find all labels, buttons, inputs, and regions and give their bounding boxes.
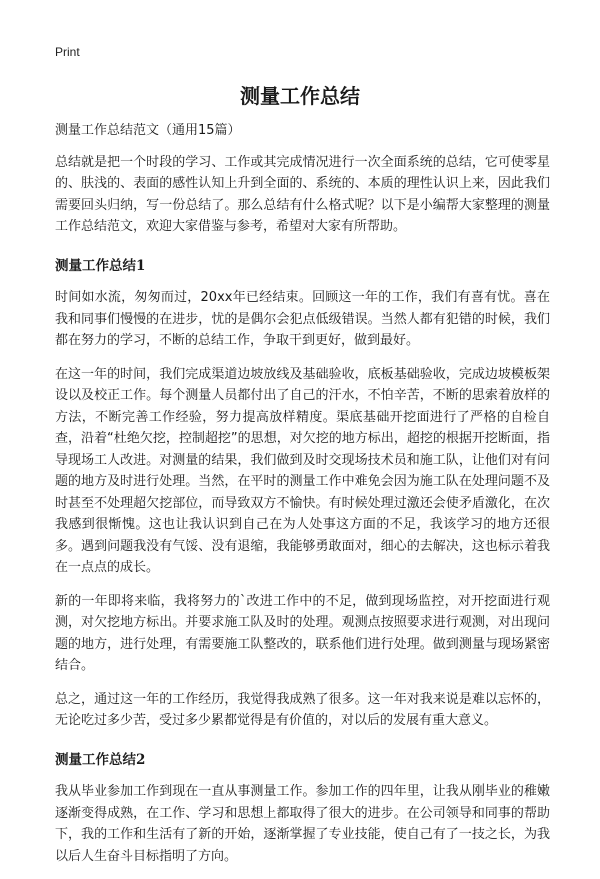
document-title: 测量工作总结 <box>240 84 360 108</box>
section-2-heading: 测量工作总结2 <box>55 751 146 768</box>
document-subtitle: 测量工作总结范文（通用15篇） <box>55 123 241 138</box>
section-1-paragraph-2: 在这一年的时间，我们完成渠道边坡放线及基础验收，底板基础验收，完成边坡模板架设以及校正工作。每个测量人员都付出了自己的汗水，不怕辛苦，不断的思索着放样的方法，不断完善工作经验，努力提高放样精度。渠底基础开挖面进行了严格的自检自查，沿着“杜绝欠挖，控制超挖”的思想，对欠挖的地方标出，超挖的根据开挖断面，指导现场工人改进。对测量的结果，我们做到及时交现场技术员和施工队，让他们对有问题的地方及时进行处理。当然，在平时的测量工作中难免会因为施工队在处理问题不及时甚至不处理超欠挖部位，而导致双方不愉快。有时候处理过激还会使矛盾激化，在次我感到很惭愧。这也让我认识到自己在为人处事这方面的不足，我该学习的地方还很多。遇到问题我没有气馁、没有退缩，我能够勇敢面对，细心的去解决，这也标示着我在一点点的成长。 <box>55 366 550 575</box>
section-1-paragraph-3: 新的一年即将来临，我将努力的`改进工作中的不足，做到现场监控，对开挖面进行观测，对欠挖地方标出。并要求施工队及时的处理。观测点按照要求进行观测，对出现问题的地方，进行处理，有需要施工队整改的，联系他们进行处理。做到测量与现场紧密结合。 <box>55 593 550 673</box>
document-body <box>55 120 550 879</box>
section-1-paragraph-1: 时间如水流，匆匆而过，20xx年已经结束。回顾这一年的工作，我们有喜有忧。喜在我和同事们慢慢的在进步，忧的是偶尔会犯点低级错误。当然人都有犯错的时候，我们都在努力的学习，不断的总结工作，争取干到更好，做到最好。 <box>55 290 550 348</box>
section-1-paragraph-4: 总之，通过这一年的工作经历，我觉得我成熟了很多。这一年对我来说是难以忘怀的，无论吃过多少苦，受过多少累都觉得是有价值的，对以后的发展有重大意义。 <box>55 691 550 728</box>
print-label: Print <box>55 45 80 59</box>
section-2-paragraph-1: 我从毕业参加工作到现在一直从事测量工作。参加工作的四年里，让我从刚毕业的稚嫩逐渐变得成熟，在工作、学习和思想上都取得了很大的进步。在公司领导和同事的帮助下，我的工作和生活有了新的开始，逐渐掌握了专业技能，使自己有了一技之长，为我以后人生奋斗目标指明了方向。 <box>55 784 550 864</box>
intro-paragraph: 总结就是把一个时段的学习、工作或其完成情况进行一次全面系统的总结，它可使零星的、肤浅的、表面的感性认知上升到全面的、系统的、本质的理性认识上来，因此我们需要回头归纳，写一份总结了。那么总结有什么格式呢？以下是小编帮大家整理的测量工作总结范文，欢迎大家借鉴与参考，希望对大家有所帮助。 <box>55 154 550 234</box>
section-1-heading: 测量工作总结1 <box>55 257 146 274</box>
